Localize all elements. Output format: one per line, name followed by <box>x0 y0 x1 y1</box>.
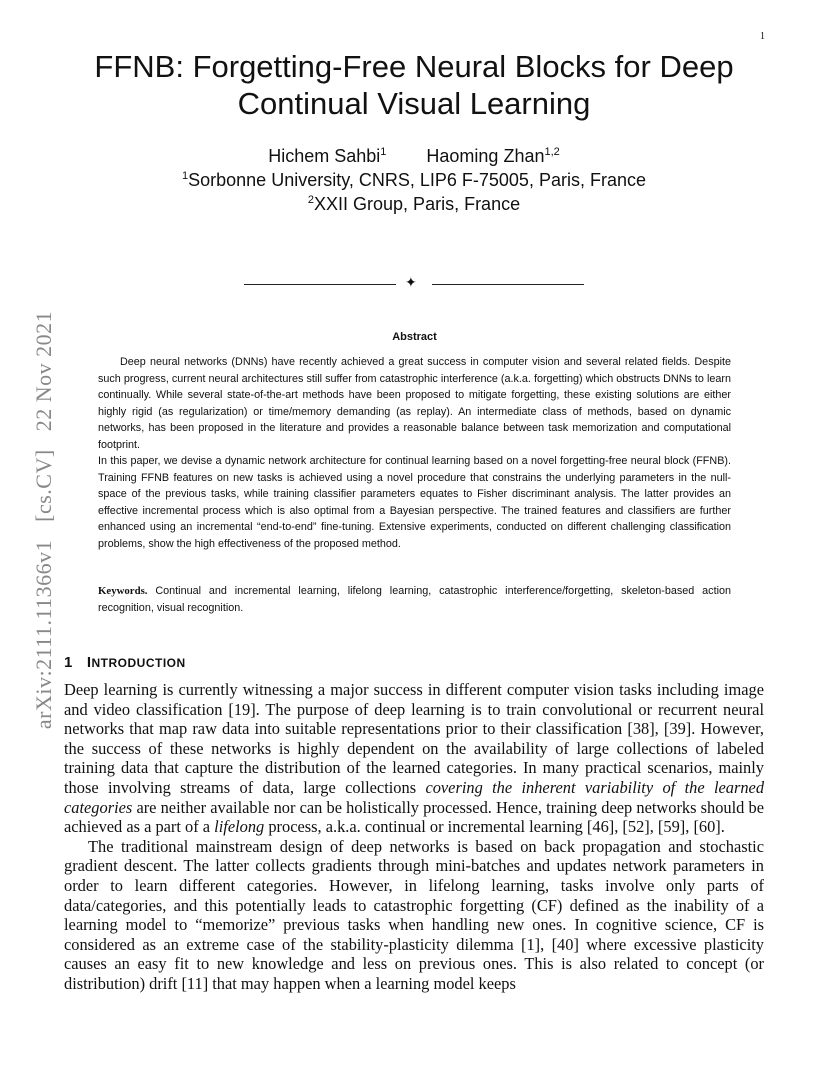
author-affil-mark: 1,2 <box>544 146 560 158</box>
section-title-rest: NTRODUCTION <box>91 656 186 670</box>
body-text-run: are neither available nor can be holistically processed. Hence, training deep networks should be achieved as a part of a <box>64 797 764 837</box>
affiliation <box>64 168 764 192</box>
body-emphasis: lifelong <box>214 817 265 837</box>
body-text-run: process, a.k.a. continual or incremental learning [46], [52], [59], [60]. <box>264 817 725 837</box>
author-names <box>64 144 764 168</box>
arxiv-stamp <box>31 270 61 770</box>
affiliation-mark: 1 <box>182 170 189 182</box>
title-line-2: Continual Visual Learning <box>237 86 591 121</box>
section-title-initial: I <box>86 654 92 671</box>
body-text-run: Deep learning is currently witnessing a major success in different computer vision tasks including image and video classification [19]. The purpose of deep learning is to train convolutional or recurrent neural networks that map raw data into suitable representations prior to their classification [38], [39]. However, the success of these networks is highly dependent on the availability of large collections of labeled training data that capture the distribution of the learned categories. In many practical scenarios, mainly those involving streams of data, large collections <box>64 680 764 797</box>
title-line-1: FFNB: Forgetting-Free Neural Blocks for Deep <box>94 49 734 84</box>
section-number: 1 <box>64 654 73 671</box>
affiliation-text: XXII Group, Paris, France <box>314 194 521 214</box>
page-number: 1 <box>760 31 765 42</box>
abstract-heading: Abstract <box>392 331 437 343</box>
abstract-paragraph: Deep neural networks (DNNs) have recently achieved a great success in computer vision and several related fields. Despite such progress, current neural architectures still suffer from catastrophic interference (a.k.a. forgetting) which obstructs DNNs to learn continually. While several state-of-the-art methods have been proposed to mitigate forgetting, these existing solutions are either highly rigid (as regularization) or time/memory demanding (as replay). An intermediate class of methods, based on dynamic networks, has been proposed in the literature and provides a reasonable balance between task memorization and computational footprint. <box>98 356 731 451</box>
keywords-label: Keywords. <box>98 585 148 597</box>
affiliation-text: Sorbonne University, CNRS, LIP6 F-75005, Paris, France <box>188 170 646 190</box>
keywords-text: Continual and incremental learning, lifelong learning, catastrophic interference/forgetting, skeleton-based action recognition, visual recognition. <box>98 585 731 614</box>
arxiv-id: arXiv:2111.11366v1 <box>31 539 56 730</box>
body-emphasis: covering the inherent variability of the learned categories <box>64 777 765 817</box>
paper-title <box>64 48 764 122</box>
abstract-paragraph: In this paper, we devise a dynamic network architecture for continual learning based on a novel forgetting-free neural block (FFNB). Training FFNB features on new tasks is achieved using a novel procedure that constrains the underlying parameters in the null-space of the previous tasks, while training classifier parameters equates to Fisher discriminant analysis. The latter provides an effective incremental process which is also optimal from a Bayesian perspective. The trained features and classifiers are further enhanced using an incremental “end-to-end” fine-tuning. Extensive experiments, conducted on different challenging classification problems, show the high effectiveness of the proposed method. <box>98 455 731 550</box>
author-block <box>64 144 764 216</box>
affiliation-mark: 2 <box>307 194 315 206</box>
section-heading <box>64 654 186 671</box>
body-paragraph <box>64 680 764 837</box>
author-affil-mark: 1 <box>380 146 387 158</box>
body-text <box>64 680 764 994</box>
arxiv-date: 22 Nov 2021 <box>31 310 56 432</box>
arxiv-category: [cs.CV] <box>31 449 56 522</box>
divider-star-icon: ✦ <box>405 275 417 291</box>
author-name: Haoming Zhan <box>426 146 545 166</box>
abstract-body <box>98 354 731 552</box>
affiliation <box>64 192 764 216</box>
section-divider <box>244 276 584 292</box>
divider-line-left <box>244 284 396 285</box>
author-name: Hichem Sahbi <box>268 146 381 166</box>
keywords <box>98 583 731 616</box>
divider-line-right <box>432 284 584 285</box>
body-paragraph: The traditional mainstream design of deep networks is based on back propagation and stochastic gradient descent. The latter collects gradients through mini-batches and updates network parameters in order to learn different categories. However, in lifelong learning, tasks involve only parts of data/categories, and this potentially leads to catastrophic forgetting (CF) defined as the inability of a learning model to “memorize” previous tasks when handling new ones. In cognitive science, CF is considered as an extreme case of the stability-plasticity dilemma [1], [40] where excessive plasticity causes an easy fit to new knowledge and less on previous ones. This is also related to concept (or distribution) drift [11] that may happen when a learning model keeps <box>64 836 764 993</box>
